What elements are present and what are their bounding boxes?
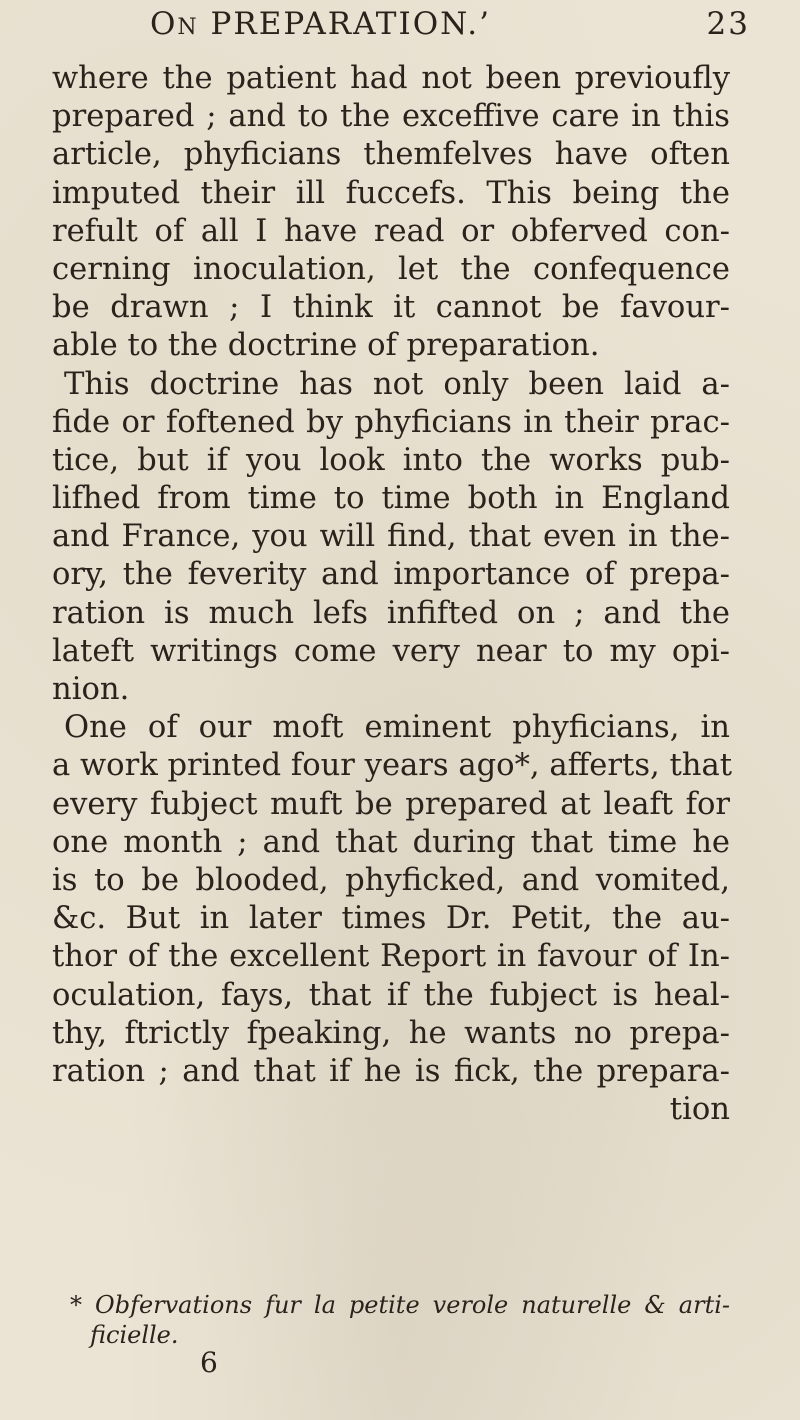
body-text bbox=[52, 60, 733, 1129]
text-line: able to the doctrine of preparation. bbox=[52, 328, 600, 364]
text-line: imputed their ill fuccefs. This being the bbox=[52, 175, 730, 211]
text-line: ration is much lefs infifted on ; and the bbox=[52, 595, 730, 631]
text-line: where the patient had not been previoufly bbox=[52, 61, 730, 96]
footnote-line: ficielle. bbox=[90, 1321, 179, 1349]
text-line: a work printed four years ago*, afferts, that bbox=[52, 748, 733, 784]
text-line: lifhed from time to time both in England bbox=[52, 481, 730, 517]
text-line: every fubject muft be prepared at leaft for bbox=[52, 786, 730, 822]
paragraph-start-line: This doctrine has not only been laid a- bbox=[64, 366, 730, 402]
text-line: one month ; and that during that time he bbox=[52, 824, 730, 860]
text-line: is to be blooded, phyficked, and vomited, bbox=[52, 862, 730, 898]
text-line: cerning inoculation, let the confequence bbox=[52, 251, 730, 287]
paragraph-start-line: One of our moft eminent phyficians, in bbox=[64, 710, 730, 746]
text-line: thor of the excellent Report in favour of In- bbox=[52, 939, 730, 975]
text-line: ration ; and that if he is fick, the prepara- bbox=[52, 1053, 730, 1089]
signature-mark: 6 bbox=[200, 1346, 218, 1379]
text-line: lateft writings come very near to my opi- bbox=[52, 633, 730, 669]
page-number: 23 bbox=[706, 6, 750, 42]
text-line: be drawn ; I think it cannot be favour- bbox=[52, 290, 730, 326]
text-line: ory, the feverity and importance of prepa- bbox=[52, 557, 730, 593]
footnote-line: * Obfervations fur la petite verole naturelle & arti- bbox=[70, 1291, 730, 1319]
text-line: and France, you will find, that even in the- bbox=[52, 519, 730, 555]
text-line: &c. But in later times Dr. Petit, the au- bbox=[52, 901, 730, 937]
text-line: oculation, fays, that if the fubject is heal- bbox=[52, 977, 730, 1013]
text-line: article, phyficians themfelves have often bbox=[52, 137, 730, 173]
text-line: thy, ftrictly fpeaking, he wants no prepa- bbox=[52, 1015, 730, 1051]
text-line: refult of all I have read or obferved con- bbox=[52, 213, 730, 249]
footnote bbox=[70, 1290, 730, 1350]
text-line: tice, but if you look into the works pub- bbox=[52, 442, 730, 478]
text-line: nion. bbox=[52, 672, 130, 707]
text-line: prepared ; and to the exceffive care in this bbox=[52, 99, 730, 135]
running-title: On PREPARATION.’ bbox=[150, 6, 491, 42]
catchword: tion bbox=[669, 1092, 730, 1128]
text-line: fide or foftened by phyficians in their prac- bbox=[52, 404, 730, 440]
running-header bbox=[150, 6, 750, 58]
